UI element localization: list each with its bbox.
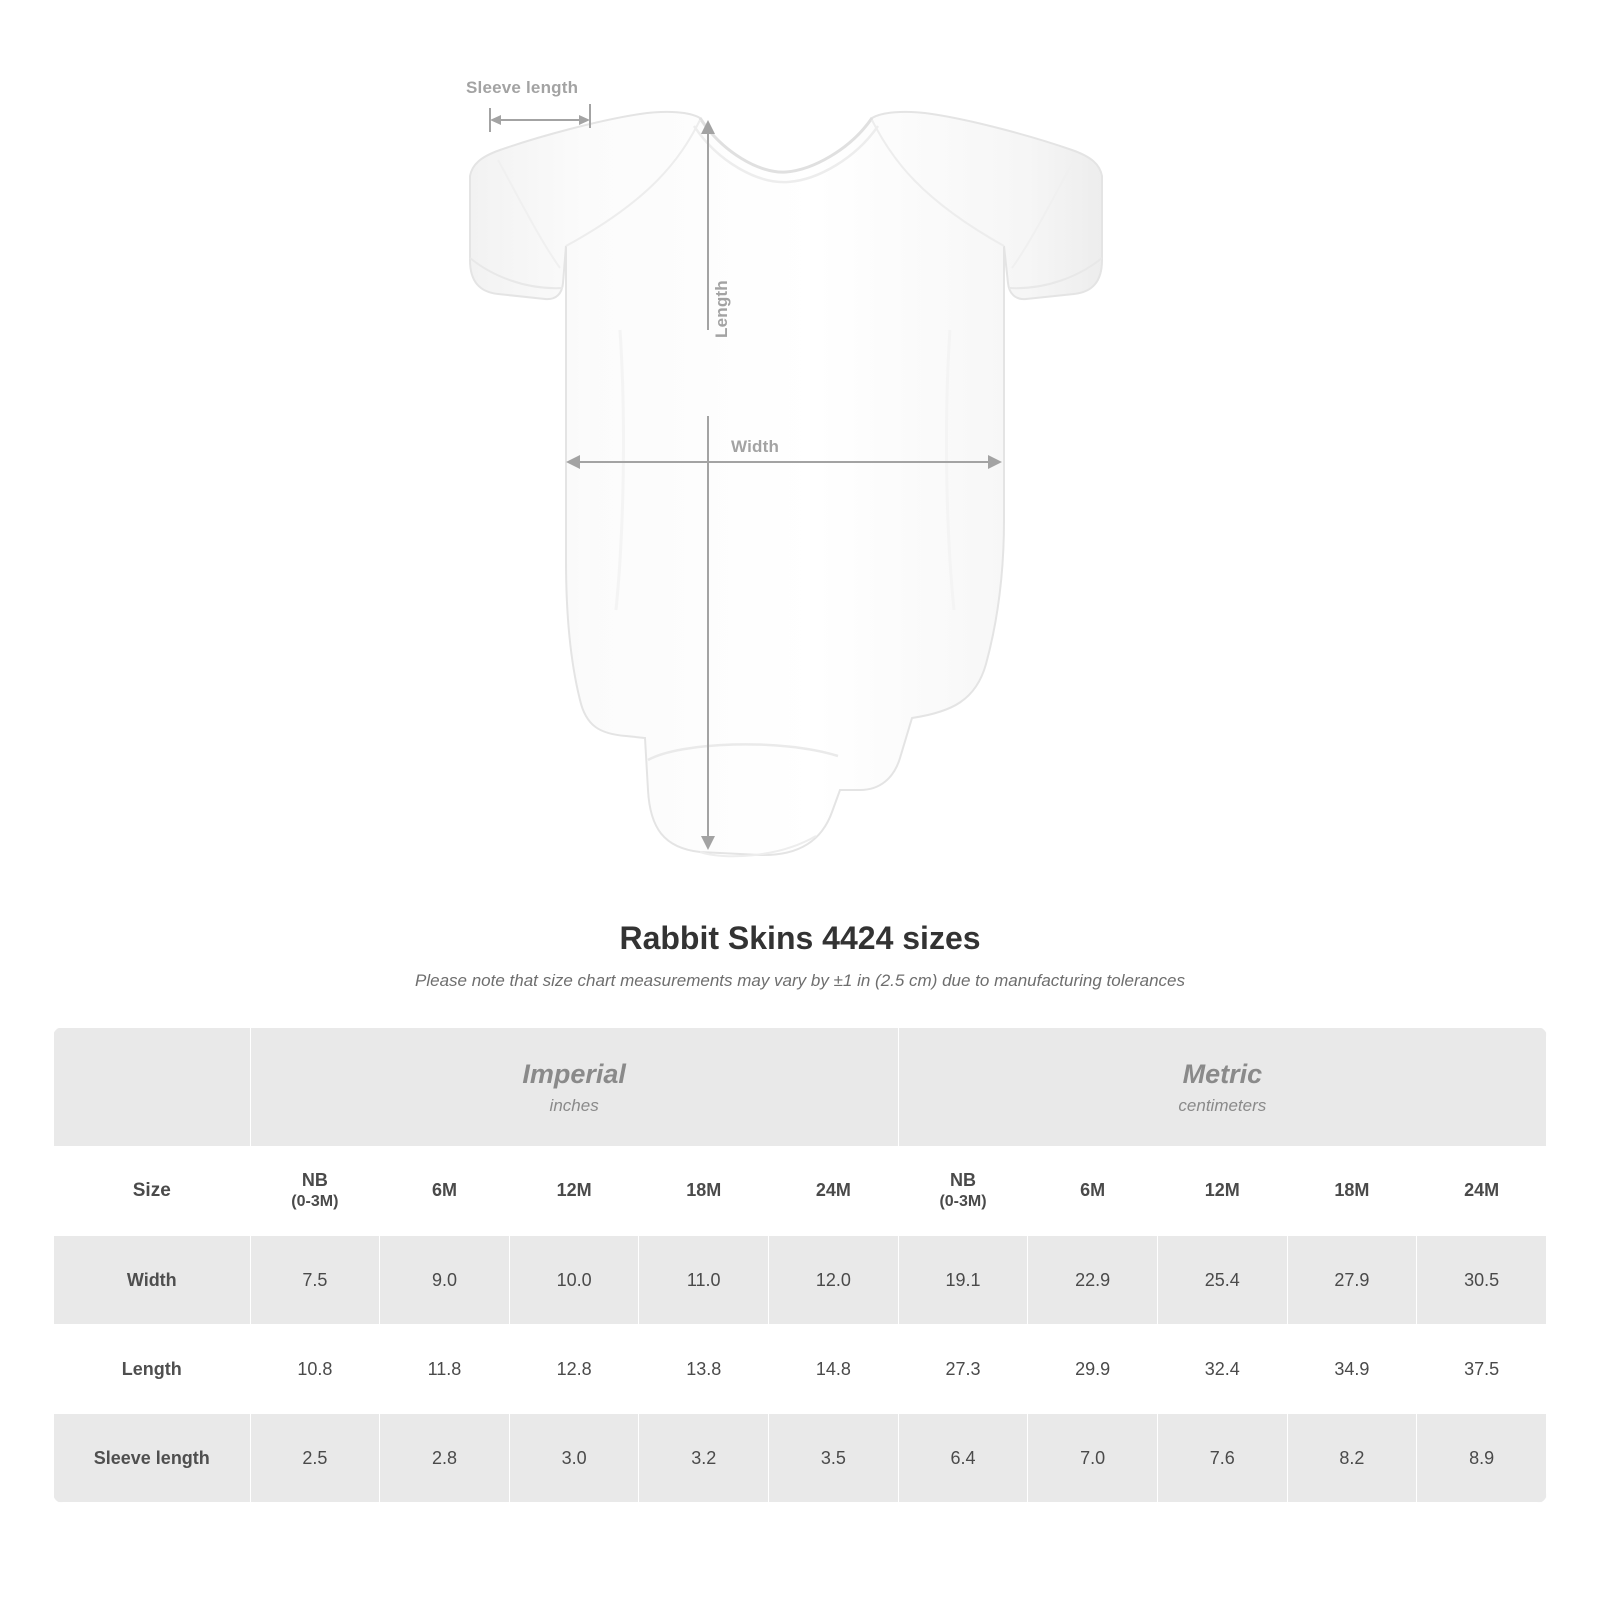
- unit-imperial-sub: inches: [549, 1095, 599, 1115]
- unit-imperial-name: Imperial: [522, 1059, 626, 1090]
- cell-sleeve-metric-6m: 7.0: [1028, 1414, 1158, 1503]
- cell-sleeve-metric-18m: 8.2: [1287, 1414, 1417, 1503]
- size-header-label: Size: [54, 1147, 251, 1236]
- page-title: Rabbit Skins 4424 sizes: [619, 920, 981, 956]
- column-header-imperial-24m: 24M: [769, 1147, 899, 1236]
- column-header-metric-18m: 18M: [1287, 1147, 1417, 1236]
- table-row: [54, 1414, 1547, 1503]
- cell-sleeve-imperial-12m: 3.0: [509, 1414, 639, 1503]
- title-block: [0, 920, 1600, 991]
- cell-length-metric-6m: 29.9: [1028, 1325, 1158, 1414]
- column-header-imperial-12m: 12M: [509, 1147, 639, 1236]
- unit-header-metric: [898, 1028, 1546, 1147]
- row-label-length: Length: [54, 1325, 251, 1414]
- table-row: [54, 1325, 1547, 1414]
- length-dimension-label: Length: [712, 280, 731, 338]
- cell-length-metric-18m: 34.9: [1287, 1325, 1417, 1414]
- cell-sleeve-imperial-6m: 2.8: [380, 1414, 510, 1503]
- column-header-metric-nb: [898, 1147, 1028, 1236]
- cell-length-metric-nb: 27.3: [898, 1325, 1028, 1414]
- cell-length-imperial-nb: 10.8: [250, 1325, 380, 1414]
- sleeve-length-dimension-label: Sleeve length: [466, 78, 579, 97]
- column-header-metric-24m: 24M: [1417, 1147, 1547, 1236]
- cell-length-imperial-6m: 11.8: [380, 1325, 510, 1414]
- cell-width-metric-6m: 22.9: [1028, 1236, 1158, 1325]
- cell-width-imperial-18m: 11.0: [639, 1236, 769, 1325]
- cell-length-imperial-24m: 14.8: [769, 1325, 899, 1414]
- column-header-metric-12m: 12M: [1157, 1147, 1287, 1236]
- cell-sleeve-metric-12m: 7.6: [1157, 1414, 1287, 1503]
- size-header-row: [54, 1147, 1547, 1236]
- unit-header-row: [54, 1028, 1547, 1147]
- unit-metric-name: Metric: [1182, 1059, 1263, 1090]
- cell-width-metric-nb: 19.1: [898, 1236, 1028, 1325]
- cell-sleeve-metric-nb: 6.4: [898, 1414, 1028, 1503]
- column-header-main: NB: [950, 1169, 976, 1190]
- size-table-container: [53, 1027, 1547, 1503]
- cell-sleeve-imperial-18m: 3.2: [639, 1414, 769, 1503]
- cell-width-metric-18m: 27.9: [1287, 1236, 1417, 1325]
- table-row: [54, 1236, 1547, 1325]
- cell-width-imperial-24m: 12.0: [769, 1236, 899, 1325]
- tolerance-note: Please note that size chart measurements may vary by ±1 in (2.5 cm) due to manufacturing tolerances: [415, 971, 1185, 990]
- cell-sleeve-imperial-nb: 2.5: [250, 1414, 380, 1503]
- cell-sleeve-imperial-24m: 3.5: [769, 1414, 899, 1503]
- cell-width-metric-12m: 25.4: [1157, 1236, 1287, 1325]
- cell-width-imperial-12m: 10.0: [509, 1236, 639, 1325]
- unit-header-spacer: [54, 1028, 251, 1147]
- unit-header-imperial: [250, 1028, 898, 1147]
- column-header-imperial-nb: [250, 1147, 380, 1236]
- column-header-imperial-18m: 18M: [639, 1147, 769, 1236]
- column-header-main: NB: [301, 1169, 328, 1190]
- width-dimension-label: Width: [731, 437, 780, 456]
- row-label-width: Width: [54, 1236, 251, 1325]
- cell-width-metric-24m: 30.5: [1417, 1236, 1547, 1325]
- column-header-imperial-6m: 6M: [380, 1147, 510, 1236]
- size-chart-table: [53, 1027, 1547, 1503]
- column-header-sub: (0-3M): [291, 1193, 339, 1211]
- unit-metric-sub: centimeters: [1178, 1095, 1267, 1115]
- cell-length-metric-12m: 32.4: [1157, 1325, 1287, 1414]
- column-header-metric-6m: 6M: [1028, 1147, 1158, 1236]
- cell-length-metric-24m: 37.5: [1417, 1325, 1547, 1414]
- cell-sleeve-metric-24m: 8.9: [1417, 1414, 1547, 1503]
- cell-width-imperial-6m: 9.0: [380, 1236, 510, 1325]
- cell-width-imperial-nb: 7.5: [250, 1236, 380, 1325]
- cell-length-imperial-18m: 13.8: [639, 1325, 769, 1414]
- row-label-sleeve-length: Sleeve length: [54, 1414, 251, 1503]
- cell-length-imperial-12m: 12.8: [509, 1325, 639, 1414]
- column-header-sub: (0-3M): [939, 1193, 987, 1211]
